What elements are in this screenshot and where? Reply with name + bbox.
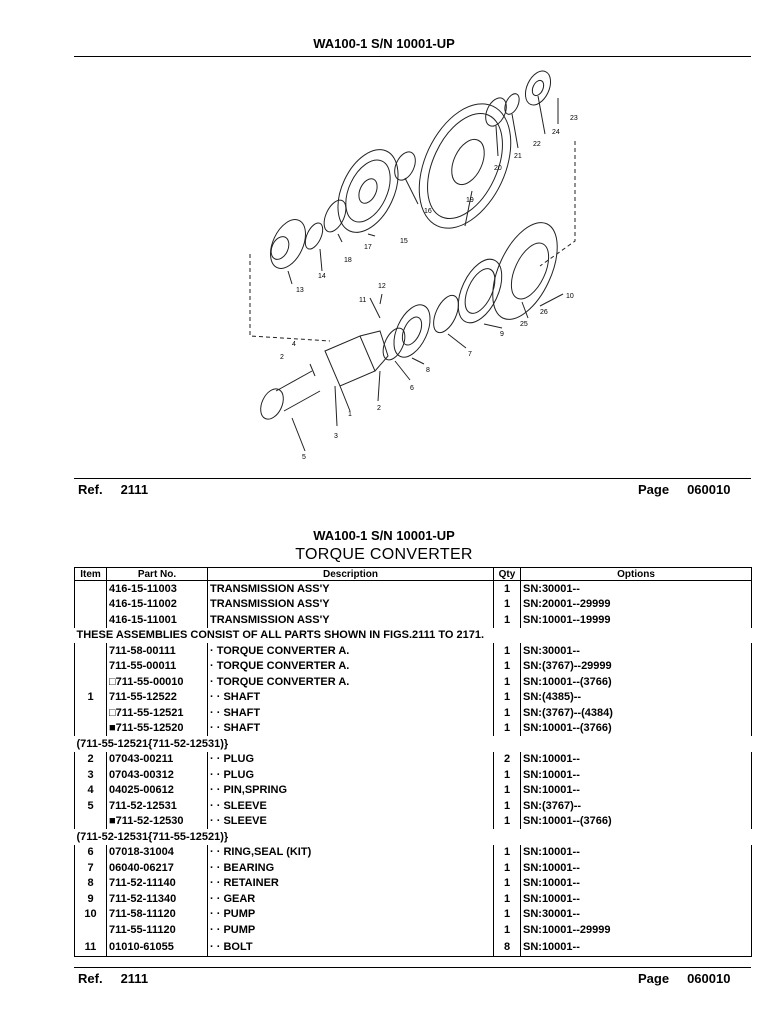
part-22-hole [530,79,546,98]
description-cell: · TORQUE CONVERTER A. [208,674,494,690]
qty-cell: 1 [494,612,521,628]
description-cell: · · SLEEVE [208,798,494,814]
part-no-cell: 711-52-11340 [107,891,208,907]
page-label: Page [638,482,670,497]
qty-cell: 1 [494,705,521,721]
table-row [75,705,752,721]
part-5-sleeve [256,385,288,422]
table-row [75,798,752,814]
callout-label: 10 [566,293,574,300]
callout-label: 4 [292,341,296,348]
options-cell: SN:10001-- [521,938,752,957]
qty-cell: 1 [494,814,521,830]
bottom-page-block [638,971,730,986]
part-9-gear [449,253,510,330]
part-15-hub [355,176,380,206]
options-cell: SN:30001-- [521,643,752,659]
leader-line [250,254,330,341]
callout-label: 24 [552,129,560,136]
qty-cell: 1 [494,876,521,892]
ref-value: 2111 [120,482,149,497]
item-cell: 8 [75,876,107,892]
callout-label: 20 [494,165,502,172]
ref-label: Ref. [78,482,103,497]
item-cell: 7 [75,860,107,876]
table-row [75,860,752,876]
description-cell: · · BEARING [208,860,494,876]
callout-label: 17 [364,244,372,251]
callout-label: 22 [533,141,541,148]
description-cell: · · SHAFT [208,721,494,737]
callout-label: 13 [296,287,304,294]
item-cell [75,721,107,737]
section-title: TORQUE CONVERTER [295,546,473,563]
description-cell: · TORQUE CONVERTER A. [208,659,494,675]
description-cell: · · RING,SEAL (KIT) [208,845,494,861]
description-cell: · · PIN,SPRING [208,783,494,799]
bottom-ref-block [78,971,148,986]
item-cell [75,597,107,613]
item-cell [75,612,107,628]
part-no-cell: 711-58-11120 [107,907,208,923]
column-header-options: Options [521,568,752,581]
qty-cell: 1 [494,659,521,675]
options-cell: SN:10001-- [521,891,752,907]
description-cell: TRANSMISSION ASS'Y [208,612,494,628]
table-header-row [75,568,752,581]
options-cell: SN:10001--19999 [521,612,752,628]
part-8-retainer [387,299,438,362]
page-header-title: WA100-1 S/N 10001-UP [313,36,455,51]
callout-label: 8 [426,367,430,374]
item-cell: 11 [75,938,107,957]
callout-label: 23 [570,115,578,122]
part-no-cell: 711-58-00111 [107,643,208,659]
options-cell: SN:10001-- [521,783,752,799]
description-cell: · · PLUG [208,767,494,783]
description-cell: · · BOLT [208,938,494,957]
table-note: (711-55-12521{711-52-12531)} [76,737,229,750]
part-no-cell: ■711-52-12530 [107,814,208,830]
description-cell: · · SHAFT [208,705,494,721]
part-22-flange [520,67,555,109]
item-cell [75,659,107,675]
ref-value: 2111 [120,971,149,986]
qty-cell: 1 [494,891,521,907]
part-13-hub [268,234,293,263]
page-label: Page [638,971,670,986]
options-cell: SN:10001-- [521,767,752,783]
qty-cell: 1 [494,597,521,613]
description-cell: · · SHAFT [208,690,494,706]
part-no-cell: 07043-00211 [107,752,208,768]
callout-label: 11 [359,297,367,304]
description-cell: · · PUMP [208,907,494,923]
table-row [75,659,752,675]
column-header-description: Description [208,568,494,581]
part-1-shaft-end [360,331,388,371]
callout-label: 16 [424,208,432,215]
part-no-cell: 711-52-12531 [107,798,208,814]
part-no-cell: 416-15-11002 [107,597,208,613]
page-block [638,482,730,497]
item-cell [75,705,107,721]
description-cell: TRANSMISSION ASS'Y [208,581,494,597]
table-row [75,581,752,597]
item-cell: 6 [75,845,107,861]
table-row [75,721,752,737]
table-row [75,938,752,957]
options-cell: SN:10001--(3766) [521,674,752,690]
part-no-cell: 07018-31004 [107,845,208,861]
options-cell: SN:10001--29999 [521,922,752,938]
qty-cell: 1 [494,845,521,861]
qty-cell: 1 [494,860,521,876]
table-note: (711-52-12531{711-55-12521)} [76,830,229,843]
part-9-inner [459,264,501,318]
description-cell: · · RETAINER [208,876,494,892]
options-cell: SN:10001-- [521,752,752,768]
table-row [75,690,752,706]
exploded-parts-diagram [240,66,580,474]
table-row [75,767,752,783]
item-cell [75,922,107,938]
description-cell: · TORQUE CONVERTER A. [208,643,494,659]
qty-cell: 1 [494,721,521,737]
table-row [75,845,752,861]
part-7-bearing [428,292,463,337]
qty-cell: 1 [494,643,521,659]
options-cell: SN:(3767)--29999 [521,659,752,675]
table-row [75,752,752,768]
callout-label: 18 [344,257,352,264]
callout-label: 9 [500,331,504,338]
part-1-shaft [325,336,375,386]
item-cell [75,674,107,690]
options-cell: SN:(3767)--(4384) [521,705,752,721]
qty-cell: 1 [494,690,521,706]
part-19-hub [445,134,491,189]
ref-label: Ref. [78,971,103,986]
callout-label: 12 [378,283,386,290]
callout-label: 14 [318,273,326,280]
part-no-cell: 711-55-00011 [107,659,208,675]
description-cell: · · PLUG [208,752,494,768]
options-cell: SN:10001-- [521,860,752,876]
table-note-row [75,829,752,845]
table-note-row [75,628,752,644]
ref-block [78,482,148,497]
parts-table [74,567,752,957]
part-no-cell: 416-15-11003 [107,581,208,597]
callout-label: 6 [410,385,414,392]
options-cell: SN:20001--29999 [521,597,752,613]
part-no-cell: 711-55-11120 [107,922,208,938]
callout-label: 15 [400,238,408,245]
footer-rule [74,478,751,479]
qty-cell: 8 [494,938,521,957]
options-cell: SN:(4385)-- [521,690,752,706]
leader-lines [288,96,563,451]
part-8-hole [398,314,425,348]
description-cell: · · PUMP [208,922,494,938]
table-note: THESE ASSEMBLIES CONSIST OF ALL PARTS SHOWN IN FIGS.2111 TO 2171. [76,629,484,642]
column-header-item: Item [75,568,107,581]
table-row [75,643,752,659]
part-no-cell: □711-55-12521 [107,705,208,721]
qty-cell: 1 [494,783,521,799]
part-15-inner [337,153,399,229]
part-19-housing [401,89,529,242]
table-row [75,597,752,613]
item-cell: 3 [75,767,107,783]
parts-table-body [75,581,752,957]
table-row [75,876,752,892]
description-cell: · · SLEEVE [208,814,494,830]
qty-cell: 1 [494,674,521,690]
column-header-part-no: Part No. [107,568,208,581]
qty-cell: 1 [494,907,521,923]
qty-cell: 1 [494,767,521,783]
part-no-cell: 711-52-11140 [107,876,208,892]
part-no-cell: 07043-00312 [107,767,208,783]
table-row [75,783,752,799]
table-note-row [75,736,752,752]
options-cell: SN:30001-- [521,581,752,597]
part-no-cell: □711-55-00010 [107,674,208,690]
item-cell: 10 [75,907,107,923]
page-value: 060010 [687,971,731,986]
section-model-title: WA100-1 S/N 10001-UP [313,528,455,543]
options-cell: SN:10001-- [521,845,752,861]
callout-label: 19 [466,197,474,204]
options-cell: SN:10001-- [521,876,752,892]
part-10-inner [504,237,557,304]
part-20-ring [482,95,511,130]
callout-label: 2 [377,405,381,412]
table-row [75,612,752,628]
options-cell: SN:10001--(3766) [521,814,752,830]
callout-label: 21 [514,153,522,160]
qty-cell: 1 [494,798,521,814]
table-row [75,814,752,830]
item-cell [75,814,107,830]
part-no-cell: 06040-06217 [107,860,208,876]
bottom-footer-rule [74,967,751,968]
qty-cell: 1 [494,581,521,597]
options-cell: SN:10001--(3766) [521,721,752,737]
part-10-pump [479,213,570,329]
part-no-cell: ■711-55-12520 [107,721,208,737]
item-cell: 4 [75,783,107,799]
description-cell: · · GEAR [208,891,494,907]
part-no-cell: 01010-61055 [107,938,208,957]
callout-label: 3 [334,433,338,440]
options-cell: SN:30001-- [521,907,752,923]
table-row [75,922,752,938]
item-cell: 9 [75,891,107,907]
item-cell: 1 [75,690,107,706]
item-cell: 5 [75,798,107,814]
callout-label: 5 [302,454,306,461]
column-header-qty: Qty [494,568,521,581]
page-value: 060010 [687,482,731,497]
table-row [75,891,752,907]
callout-label: 26 [540,309,548,316]
part-no-cell: 416-15-11001 [107,612,208,628]
callout-label: 2 [280,354,284,361]
callout-label: 1 [348,411,352,418]
item-cell [75,581,107,597]
callout-label: 7 [468,351,472,358]
part-no-cell: 04025-00612 [107,783,208,799]
header-rule [74,56,751,57]
qty-cell: 2 [494,752,521,768]
table-row [75,674,752,690]
table-row [75,907,752,923]
item-cell: 2 [75,752,107,768]
callout-label: 25 [520,321,528,328]
qty-cell: 1 [494,922,521,938]
item-cell [75,643,107,659]
options-cell: SN:(3767)-- [521,798,752,814]
part-no-cell: 711-55-12522 [107,690,208,706]
description-cell: TRANSMISSION ASS'Y [208,597,494,613]
